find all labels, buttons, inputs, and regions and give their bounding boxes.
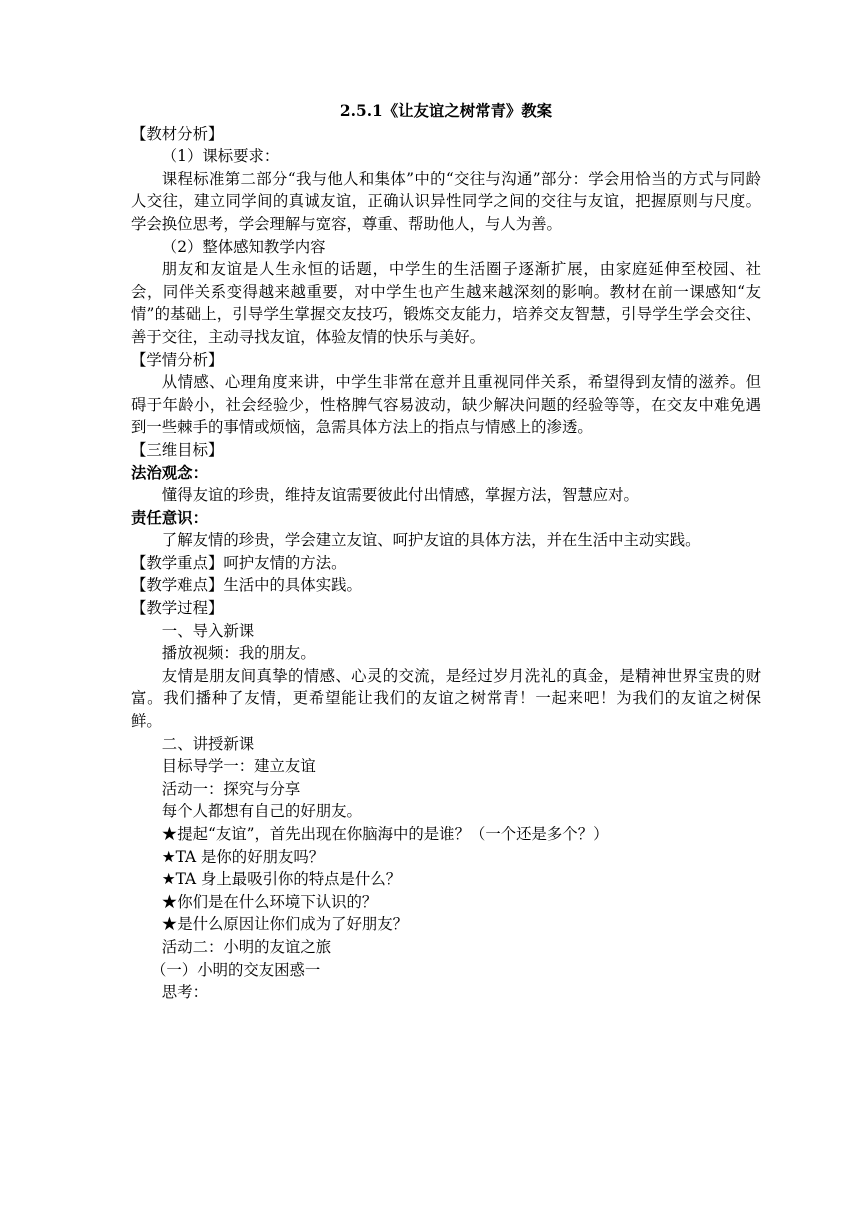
- goal-guide-one: 目标导学一：建立友谊: [161, 757, 316, 776]
- step-introduction: 一、导入新课: [161, 621, 255, 640]
- paragraph-introduction: 友情是朋友间真挚的情感、心灵的交流，是经过岁月洗礼的真金，是精神世界宝贵的财富。我们播种了友情，更希望能让我们的友谊之树常青！一起来吧！为我们的友谊之树保鲜。: [131, 666, 761, 731]
- section-heading-student-analysis: 【学情分析】: [131, 350, 224, 369]
- section-heading-textbook-analysis: 【教材分析】: [131, 124, 224, 143]
- section-heading-goals: 【三维目标】: [131, 440, 224, 459]
- paragraph-student-analysis: 从情感、心理角度来讲，中学生非常在意并且重视同伴关系，希望得到友情的滋养。但碍于年龄小，社会经验少，性格脾气容易波动，缺少解决问题的经验等等，在交友中难免遇到一些棘手的事情或烦恼，急需具体方法上的指点与情感上的渗透。: [131, 373, 761, 437]
- goal-label-responsibility: 责任意识：: [131, 508, 208, 527]
- section-heading-process: 【教学过程】: [131, 599, 224, 618]
- question-1: ★提起“友谊”，首先出现在你脑海中的是谁？（一个还是多个？）: [161, 825, 609, 843]
- document-page: [131, 100, 761, 1004]
- goal-label-law: 法治观念：: [131, 463, 208, 482]
- goal-text-responsibility: 了解友情的珍贵，学会建立友谊、呵护友谊的具体方法，并在生活中主动实践。: [161, 531, 701, 550]
- paragraph-teaching-content: 朋友和友谊是人生永恒的话题，中学生的生活圈子逐渐扩展，由家庭延伸至校园、社会，同伴关系变得越来越重要，对中学生也产生越来越深刻的影响。教材在前一课感知“友情”的基础上，引导学生掌握交友技巧，锻炼交友能力，培养交友智慧，引导学生学会交往、善于交往，主动寻找友谊，体验友情的快乐与美好。: [131, 260, 761, 346]
- difficulty-point: 【教学难点】生活中的具体实践。: [131, 576, 362, 595]
- question-5: ★是什么原因让你们成为了好朋友？: [161, 915, 409, 934]
- subheading-teaching-content: （2）整体感知教学内容: [161, 237, 326, 256]
- question-2: ★TA 是你的好朋友吗？: [161, 847, 325, 866]
- confusion-one: （一）小明的交友困惑一: [151, 960, 321, 979]
- question-3: ★TA 身上最吸引你的特点是什么？: [161, 870, 402, 889]
- subheading-curriculum-requirements: （1）课标要求：: [161, 147, 280, 166]
- question-4: ★你们是在什么环境下认识的？: [161, 892, 378, 911]
- video-line: 播放视频：我的朋友。: [161, 644, 316, 663]
- key-point: 【教学重点】呵护友情的方法。: [131, 553, 347, 572]
- think-label: 思考：: [161, 983, 208, 1002]
- step-new-lesson: 二、讲授新课: [161, 734, 255, 753]
- activity-two: 活动二：小明的友谊之旅: [161, 937, 332, 956]
- activity-one: 活动一：探究与分享: [161, 779, 301, 798]
- everyone-line: 每个人都想有自己的好朋友。: [161, 802, 362, 821]
- document-title: 2.5.1《让友谊之树常青》教案: [339, 102, 553, 120]
- goal-text-law: 懂得友谊的珍贵，维持友谊需要彼此付出情感，掌握方法，智慧应对。: [161, 486, 639, 505]
- paragraph-curriculum-requirements: 课程标准第二部分“我与他人和集体”中的“交往与沟通”部分：学会用恰当的方式与同龄人交往，建立同学间的真诚友谊，正确认识异性同学之间的交往与友谊，把握原则与尺度。学会换位思考，学会理解与宽容，尊重、帮助他人，与人为善。: [131, 169, 761, 233]
